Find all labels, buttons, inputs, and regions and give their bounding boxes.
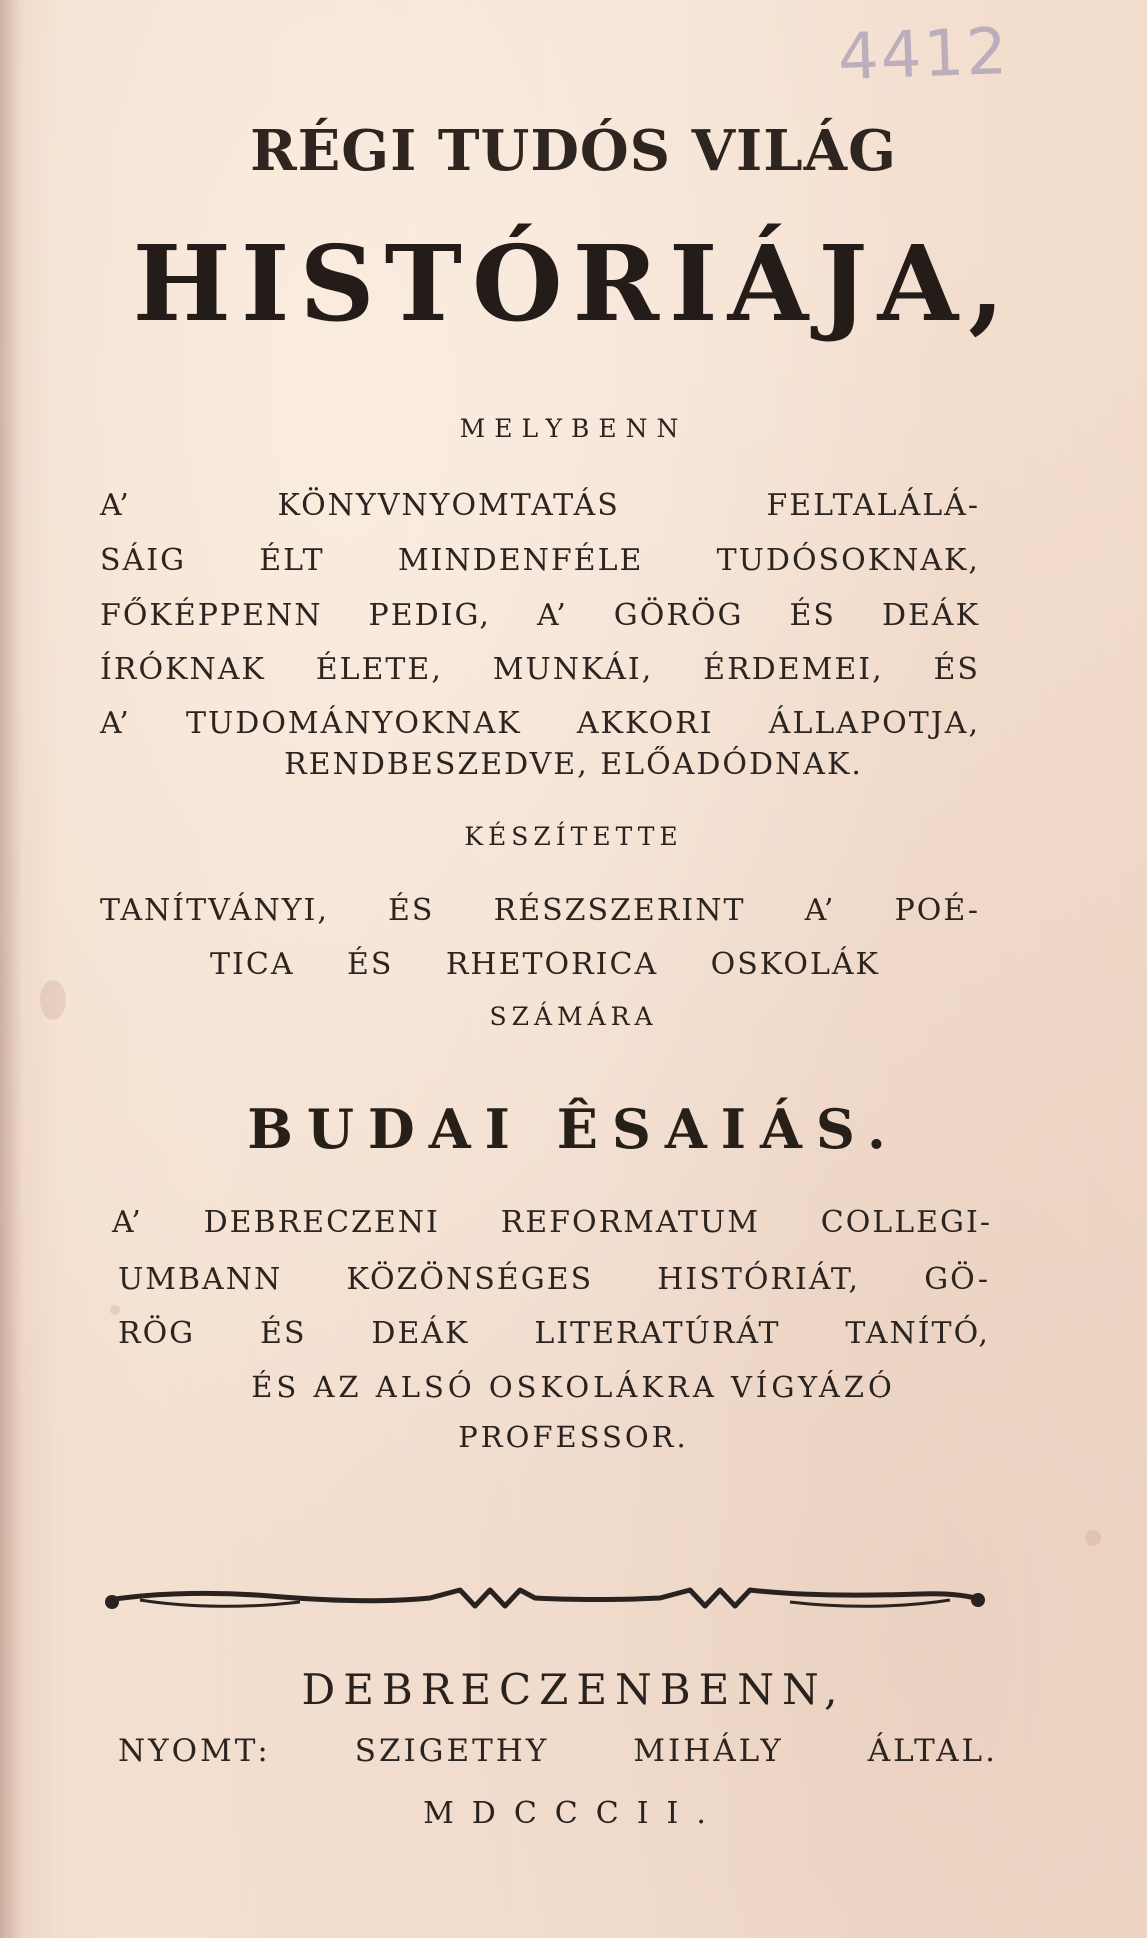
- imprint-year: MDCCCII.: [423, 1796, 724, 1831]
- word: DEÁK: [881, 598, 980, 633]
- melybenn-label: MELYBENN: [459, 414, 688, 443]
- word: GÖ-: [924, 1262, 990, 1297]
- word: GÖRÖG: [613, 598, 744, 633]
- description-line-6: RENDBESZEDVE, ELŐADÓDNAK.: [284, 747, 863, 782]
- purpose-line-1: [100, 893, 980, 928]
- word: COLLEGI-: [820, 1205, 992, 1240]
- word: A’: [100, 706, 131, 741]
- affiliation-line-4: ÉS AZ ALSÓ OSKOLÁKRA VÍGYÁZÓ: [251, 1370, 896, 1404]
- word: ÉLETE,: [315, 652, 443, 687]
- imprint-printer: [118, 1733, 998, 1769]
- word: ÉS: [346, 947, 394, 982]
- word: ÉS: [260, 1316, 307, 1351]
- word: DEBRECZENI: [203, 1205, 440, 1240]
- word: HISTÓRIÁT,: [657, 1262, 861, 1297]
- word: KÖZÖNSÉGES: [346, 1262, 594, 1297]
- word: LITERATÚRÁT: [534, 1316, 781, 1351]
- word: TICA: [210, 947, 295, 982]
- word: ÁLLAPOTJA,: [768, 706, 980, 741]
- word: SÁIG: [100, 543, 187, 578]
- word: PEDIG,: [368, 598, 491, 633]
- szamara-label: SZÁMÁRA: [489, 1002, 658, 1031]
- word: RÉSZSZERINT: [493, 893, 746, 928]
- word: UMBANN: [118, 1262, 283, 1297]
- word: A’: [100, 488, 131, 523]
- title-line-2: HISTÓRIÁJA,: [132, 222, 1015, 345]
- word: FŐKÉPPENN: [100, 598, 323, 633]
- affiliation-line-1: [112, 1205, 992, 1240]
- word: MINDENFÉLE: [397, 543, 644, 578]
- word: A’: [112, 1205, 143, 1240]
- purpose-line-2: [210, 947, 880, 982]
- word: ÉLT: [259, 543, 325, 578]
- word: ÁLTAL.: [867, 1733, 998, 1769]
- description-line-4: [100, 652, 980, 687]
- word: TANÍTVÁNYI,: [100, 893, 329, 928]
- ornamental-rule: [100, 1578, 990, 1618]
- word: FELTALÁLÁ-: [766, 488, 980, 523]
- description-line-1: [100, 488, 980, 523]
- word: KÖNYVNYOMTATÁS: [277, 488, 620, 523]
- word: TUDOMÁNYOKNAK: [185, 706, 522, 741]
- description-line-3: [100, 598, 980, 633]
- word: A’: [536, 598, 568, 633]
- word: MIHÁLY: [633, 1733, 784, 1769]
- library-stamp: 4412: [836, 15, 1011, 95]
- affiliation-line-5: PROFESSOR.: [458, 1420, 689, 1454]
- title-line-1: RÉGI TUDÓS VILÁG: [250, 118, 897, 184]
- word: ÍRÓKNAK: [100, 652, 266, 687]
- word: RHETORICA: [445, 947, 659, 982]
- word: MUNKÁI,: [492, 652, 654, 687]
- word: ÉS: [933, 652, 980, 687]
- word: ÉS: [789, 598, 836, 633]
- word: POÉ-: [894, 893, 980, 928]
- word: OSKOLÁK: [710, 947, 880, 982]
- word: ÉS: [388, 893, 435, 928]
- word: TUDÓSOKNAK,: [716, 543, 980, 578]
- word: TANÍTÓ,: [845, 1316, 990, 1351]
- word: ÉRDEMEI,: [703, 652, 884, 687]
- description-line-2: [100, 543, 980, 578]
- description-line-5: [100, 706, 980, 741]
- word: REFORMATUM: [500, 1205, 760, 1240]
- foxing-spot: [110, 1305, 120, 1315]
- word: NYOMT:: [118, 1733, 271, 1769]
- word: A’: [804, 893, 836, 928]
- word: AKKORI: [576, 706, 714, 741]
- affiliation-line-3: [118, 1316, 990, 1351]
- author-name: BUDAI ÊSAIÁS.: [247, 1097, 900, 1161]
- keszitette-label: KÉSZÍTETTE: [464, 822, 683, 851]
- word: SZIGETHY: [354, 1733, 550, 1769]
- affiliation-line-2: [118, 1262, 990, 1297]
- word: RÖG: [118, 1316, 196, 1351]
- word: DEÁK: [371, 1316, 470, 1351]
- foxing-spot: [1085, 1530, 1101, 1546]
- imprint-city: DEBRECZENBENN,: [301, 1665, 846, 1714]
